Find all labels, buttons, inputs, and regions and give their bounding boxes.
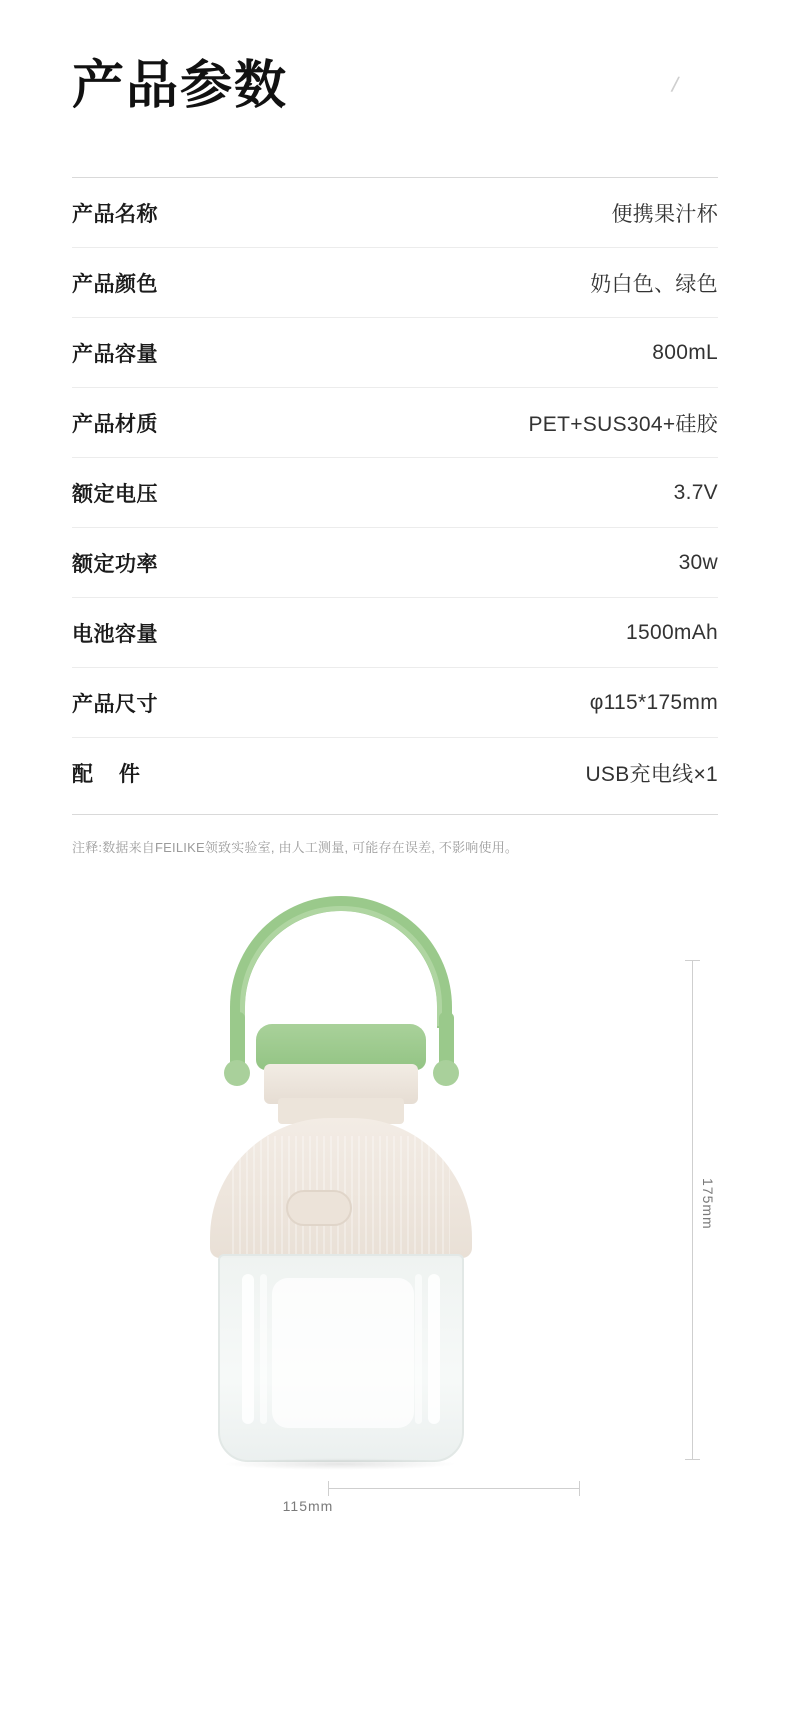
juice-jar (218, 1254, 464, 1462)
height-dimension-line (692, 960, 693, 1460)
spec-label: 产品容量 (72, 342, 158, 366)
spec-value: 1500mAh (626, 620, 718, 644)
spec-table (72, 178, 718, 808)
spec-label: 电池容量 (72, 622, 158, 646)
handle-pivot-left (224, 1060, 250, 1086)
product-shadow (222, 1458, 458, 1470)
decorative-slash: / (669, 71, 681, 98)
power-button (286, 1190, 352, 1226)
table-row (72, 458, 718, 528)
width-dimension-line (328, 1488, 580, 1489)
jar-rib-right (428, 1274, 440, 1424)
title-block (72, 0, 718, 178)
table-row (72, 388, 718, 458)
spec-label: 额定电压 (72, 482, 158, 506)
height-dimension-label: 175mm (700, 1178, 716, 1230)
spec-value: 奶白色、绿色 (590, 272, 718, 296)
title-divider (72, 177, 718, 178)
table-row (72, 248, 718, 318)
page-title: 产品参数 (72, 56, 289, 116)
table-row (72, 528, 718, 598)
width-dimension-label: 115mm (282, 1498, 334, 1515)
table-row (72, 598, 718, 668)
spec-value: φ115*175mm (589, 690, 718, 714)
spec-label: 产品颜色 (72, 272, 158, 296)
table-row (72, 178, 718, 248)
spec-label: 产品材质 (72, 412, 158, 436)
spec-value: USB充电线×1 (585, 763, 718, 787)
spec-label: 产品尺寸 (72, 692, 158, 716)
table-bottom-divider (72, 814, 718, 815)
jar-rib-left (242, 1274, 254, 1424)
spec-label: 产品名称 (72, 202, 158, 226)
spec-label: 额定功率 (72, 552, 158, 576)
spec-label: 配 件 (72, 763, 141, 787)
jar-window (272, 1278, 414, 1428)
jar-rib-right-2 (415, 1274, 422, 1424)
spec-value: 便携果汁杯 (611, 202, 718, 226)
spec-value: PET+SUS304+硅胶 (528, 412, 718, 436)
table-row (72, 668, 718, 738)
footnote: 注释:数据来自FEILIKE领致实验室, 由人工测量, 可能存在误差, 不影响使用。 (72, 840, 519, 856)
motor-housing (210, 1118, 472, 1258)
table-row (72, 318, 718, 388)
jar-rib-left-2 (260, 1274, 267, 1424)
table-row (72, 738, 718, 808)
handle-pivot-right (433, 1060, 459, 1086)
spec-value: 3.7V (673, 480, 718, 504)
product-image-area (72, 892, 718, 1515)
spec-value: 800mL (652, 340, 718, 364)
product-illustration (182, 892, 716, 1515)
spec-value: 30w (678, 550, 718, 574)
